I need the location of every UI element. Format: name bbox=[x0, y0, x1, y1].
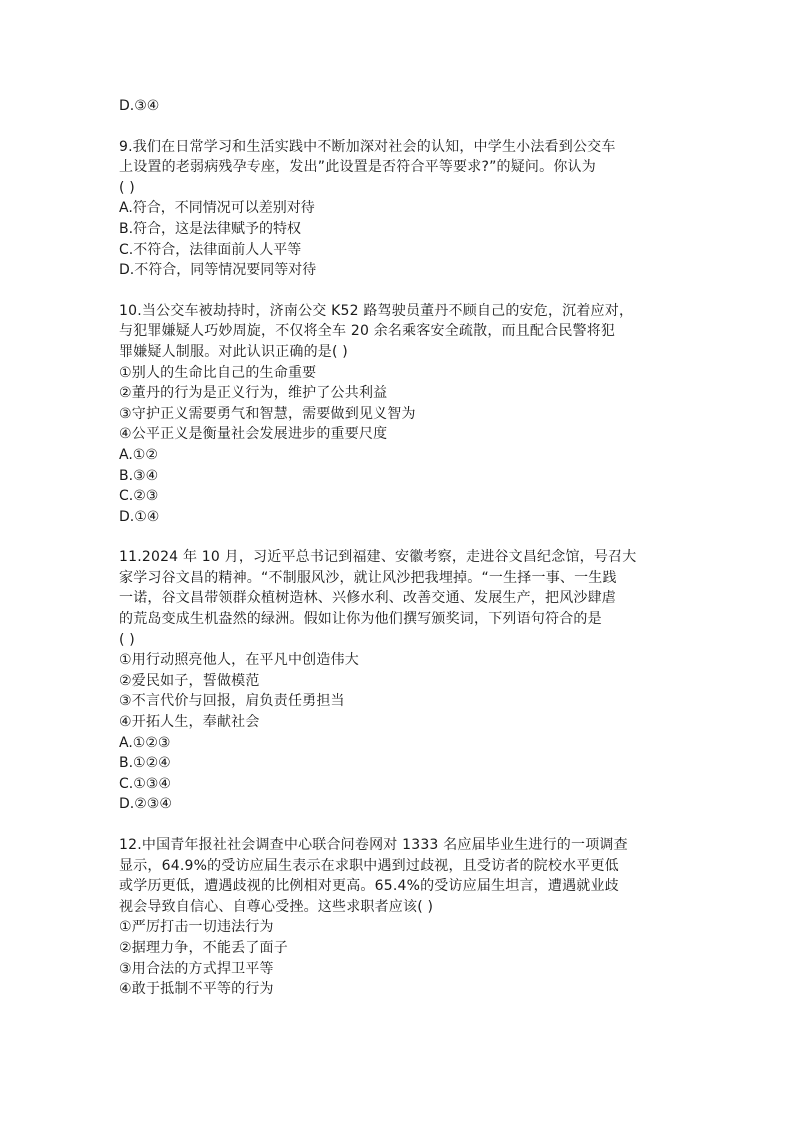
exam-page bbox=[119, 96, 679, 1000]
option-line: C.不符合，法律面前人人平等 bbox=[119, 241, 302, 258]
question-12 bbox=[119, 835, 679, 1000]
option-line: A.①②③ bbox=[119, 734, 171, 751]
option-line: D.不符合，同等情况要同等对待 bbox=[119, 262, 317, 279]
question-stem-line: 或学历更低，遭遇歧视的比例相对更高。65.4%的受访应届生坦言，遭遇就业歧 bbox=[119, 878, 619, 895]
option-line: A.①② bbox=[119, 446, 158, 463]
question-stem-line: 一诺，谷文昌带领群众植树造林、兴修水利、改善交通、发展生产，把风沙肆虐 bbox=[119, 590, 616, 607]
statement-line: ④开拓人生，奉献社会 bbox=[119, 714, 260, 731]
statement-line: ②据理力争，不能丢了面子 bbox=[119, 939, 288, 956]
question-8-tail bbox=[119, 96, 679, 117]
option-line: B.③④ bbox=[119, 467, 159, 484]
statement-line: ③不言代价与回报，肩负责任勇担当 bbox=[119, 693, 345, 710]
question-stem-line: 显示，64.9%的受访应届生表示在求职中遇到过歧视，且受访者的院校水平更低 bbox=[119, 857, 619, 874]
question-stem-line: 视会导致自信心、自尊心受挫。这些求职者应该( ) bbox=[119, 898, 434, 915]
statement-line: ①严厉打击一切违法行为 bbox=[119, 919, 274, 936]
question-stem-line: 上设置的老弱病残孕专座，发出”此设置是否符合平等要求?”的疑问。你认为 bbox=[119, 159, 596, 176]
question-stem-line: 的荒岛变成生机盎然的绿洲。假如让你为他们撰写颁奖词，下列语句符合的是 bbox=[119, 611, 602, 628]
question-stem-line: 罪嫌疑人制服。对此认识正确的是( ) bbox=[119, 343, 348, 360]
statement-line: ②爱民如子，誓做模范 bbox=[119, 672, 260, 689]
question-stem-line: 12.中国青年报社社会调查中心联合问卷网对 1333 名应届毕业生进行的一项调查 bbox=[119, 837, 628, 853]
question-stem-line: 10.当公交车被劫持时，济南公交 K52 路驾驶员董丹不顾自己的安危，沉着应对， bbox=[119, 302, 634, 319]
question-stem-line: 与犯罪嫌疑人巧妙周旋，不仅将全车 20 余名乘客安全疏散，而且配合民警将犯 bbox=[119, 323, 616, 340]
question-stem-line: ( ) bbox=[119, 631, 135, 648]
option-line: D.②③④ bbox=[119, 796, 172, 813]
question-9 bbox=[119, 137, 679, 281]
question-stem-line: 家学习谷文昌的精神。“不制服风沙，就让风沙把我埋掉。“一生择一事、一生践 bbox=[119, 569, 617, 586]
statement-line: ①用行动照亮他人，在平凡中创造伟大 bbox=[119, 652, 359, 669]
option-line: B.符合，这是法律赋予的特权 bbox=[119, 220, 302, 237]
statement-line: ③守护正义需要勇气和智慧，需要做到见义智为 bbox=[119, 405, 416, 422]
statement-line: ①别人的生命比自己的生命重要 bbox=[119, 364, 317, 381]
statement-line: ②董丹的行为是正义行为，维护了公共利益 bbox=[119, 385, 388, 402]
option-line: C.②③ bbox=[119, 488, 159, 505]
question-10 bbox=[119, 301, 679, 528]
option-line: A.符合，不同情况可以差别对待 bbox=[119, 200, 315, 217]
option-line: D.③④ bbox=[119, 98, 160, 114]
statement-line: ③用合法的方式捍卫平等 bbox=[119, 960, 274, 977]
question-stem-line: 11.2024 年 10 月，习近平总书记到福建、安徽考察，走进谷文昌纪念馆，号召大 bbox=[119, 549, 637, 566]
question-stem-line: ( ) bbox=[119, 179, 135, 196]
option-line: C.①③④ bbox=[119, 775, 171, 792]
question-11 bbox=[119, 547, 679, 815]
option-line: D.①④ bbox=[119, 508, 160, 525]
statement-line: ④敢于抵制不平等的行为 bbox=[119, 981, 274, 998]
question-stem-line: 9.我们在日常学习和生活实践中不断加深对社会的认知，中学生小法看到公交车 bbox=[119, 138, 616, 155]
option-line: B.①②④ bbox=[119, 755, 171, 772]
statement-line: ④公平正义是衡量社会发展进步的重要尺度 bbox=[119, 426, 388, 443]
